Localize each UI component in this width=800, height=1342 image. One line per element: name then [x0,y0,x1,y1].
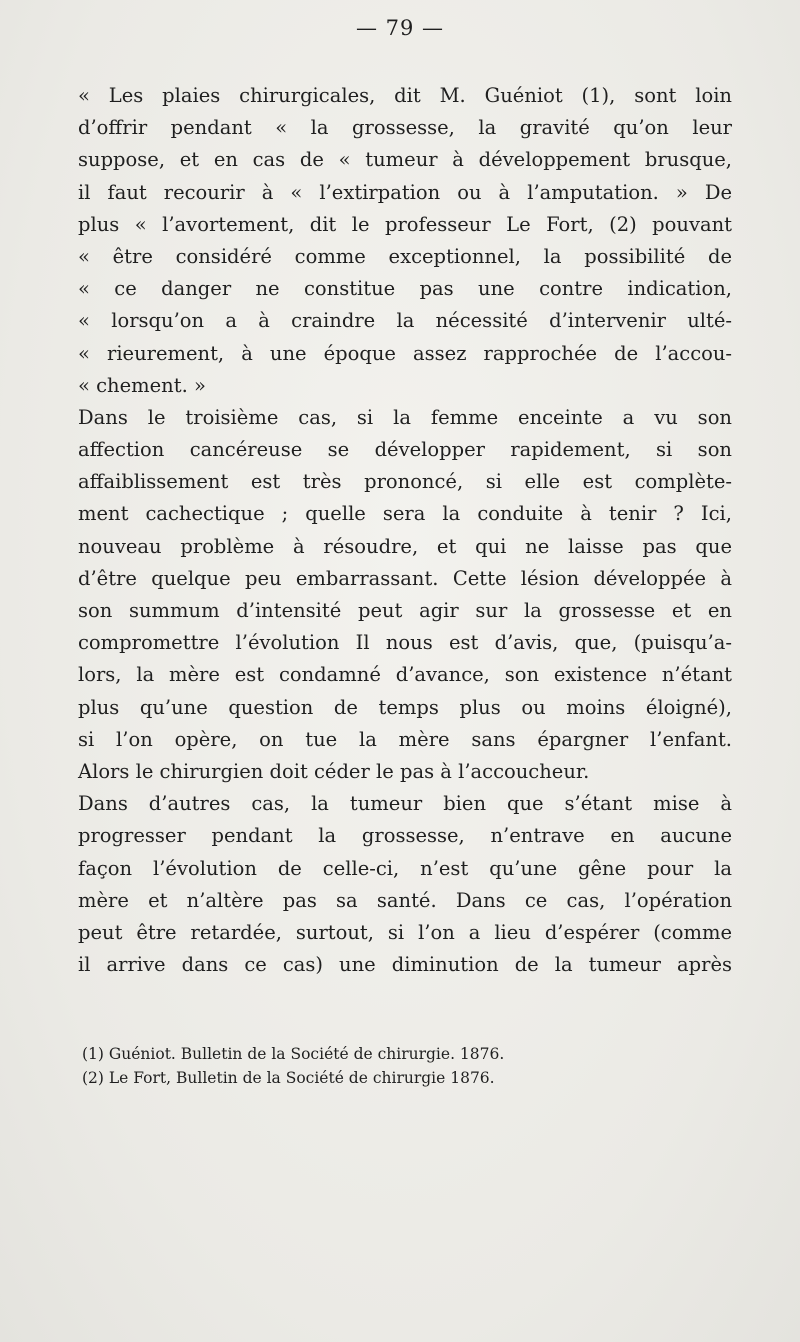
text-line: il faut recourir à « l’extirpation ou à l’amputation. » De [78,180,732,204]
text-line: nouveau problème à résoudre, et qui ne laisse pas que [78,534,732,558]
text-line: « ce danger ne constitue pas une contre indication, [78,277,732,301]
text-line: « lorsqu’on a à craindre la nécessité d’intervenir ulté- [78,309,732,333]
text-line: façon l’évolution de celle-ci, n’est qu’une gêne pour la [78,856,732,880]
text-line: mère et n’altère pas sa santé. Dans ce cas, l’opération [78,888,732,912]
footnotes [82,1043,722,1090]
footnote: (2) Le Fort, Bulletin de la Société de chirurgie 1876. [82,1068,495,1087]
text-line: compromettre l’évolution Il nous est d’avis, que, (puisqu’a- [78,631,732,655]
text-line: « être considéré comme exceptionnel, la possibilité de [78,244,732,268]
body-text [78,80,732,981]
text-line: progresser pendant la grossesse, n’entrave en aucune [78,824,732,848]
text-line: affection cancéreuse se développer rapidement, si son [78,438,732,462]
text-line: il arrive dans ce cas) une diminution de la tumeur après [78,953,732,977]
text-line: d’être quelque peu embarrassant. Cette lésion développée à [78,566,732,590]
page-number: — 79 — [355,16,445,40]
text-line: Dans le troisième cas, si la femme enceinte a vu son [78,405,732,429]
text-line: son summum d’intensité peut agir sur la grossesse et en [78,599,732,622]
text-line: Dans d’autres cas, la tumeur bien que s’étant mise à [78,792,732,816]
text-line: « rieurement, à une époque assez rapprochée de l’accou- [78,341,732,365]
text-line: lors, la mère est condamné d’avance, son existence n’étant [78,663,732,687]
text-line: d’offrir pendant « la grossesse, la gravité qu’on leur [78,116,732,140]
text-line: si l’on opère, on tue la mère sans épargner l’enfant. [78,727,732,751]
text-line: peut être retardée, surtout, si l’on a lieu d’espérer (comme [78,920,732,944]
text-line: affaiblissement est très prononcé, si elle est complète- [78,470,732,494]
text-line: « chement. » [78,373,206,397]
text-line: « Les plaies chirurgicales, dit M. Guéniot (1), sont loin [78,84,732,107]
text-line: plus qu’une question de temps plus ou moins éloigné), [78,695,732,719]
footnote: (1) Guéniot. Bulletin de la Société de chirurgie. 1876. [82,1045,505,1063]
text-line: plus « l’avortement, dit le professeur Le Fort, (2) pouvant [78,212,732,236]
text-line: ment cachectique ; quelle sera la conduite à tenir ? Ici, [78,502,732,526]
text-line: Alors le chirurgien doit céder le pas à l’accoucheur. [78,759,590,783]
text-line: suppose, et en cas de « tumeur à développement brusque, [78,148,732,172]
